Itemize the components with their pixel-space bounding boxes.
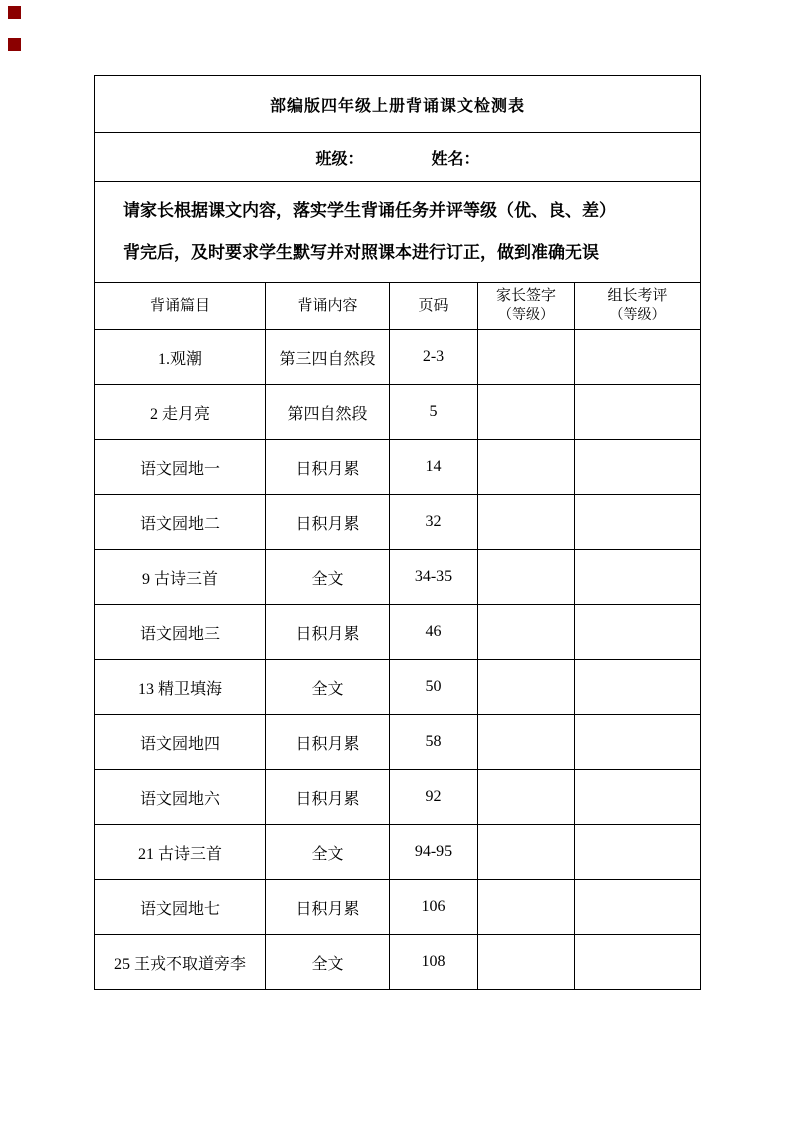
cell-content: 日积月累 xyxy=(266,440,390,495)
table-row xyxy=(95,550,701,605)
cell-leader-eval xyxy=(575,550,701,605)
cell-leader-eval xyxy=(575,880,701,935)
class-label: 班级： xyxy=(315,150,364,168)
cell-leader-eval xyxy=(575,715,701,770)
header-recitation-item: 背诵篇目 xyxy=(95,283,266,330)
note-line-1: 请家长根据课文内容，落实学生背诵任务并评等级（优、良、差） xyxy=(123,201,616,220)
red-square-marker xyxy=(8,38,21,51)
cell-leader-eval xyxy=(575,935,701,990)
cell-page: 108 xyxy=(390,935,478,990)
cell-leader-eval xyxy=(575,495,701,550)
cell-title: 语文园地六 xyxy=(95,770,266,825)
cell-parent-sign xyxy=(478,550,575,605)
cell-title: 21 古诗三首 xyxy=(95,825,266,880)
cell-content: 第四自然段 xyxy=(266,385,390,440)
cell-page: 58 xyxy=(390,715,478,770)
table-row xyxy=(95,715,701,770)
cell-parent-sign xyxy=(478,495,575,550)
cell-title: 语文园地三 xyxy=(95,605,266,660)
note-row xyxy=(95,182,701,283)
table-row xyxy=(95,880,701,935)
cell-page: 14 xyxy=(390,440,478,495)
note-line-2: 背完后，及时要求学生默写并对照课本进行订正，做到准确无误 xyxy=(123,243,599,262)
cell-content: 日积月累 xyxy=(266,605,390,660)
table-row xyxy=(95,385,701,440)
cell-parent-sign xyxy=(478,935,575,990)
cell-content: 第三四自然段 xyxy=(266,330,390,385)
header-recitation-content: 背诵内容 xyxy=(266,283,390,330)
table-row xyxy=(95,495,701,550)
cell-page: 32 xyxy=(390,495,478,550)
cell-content: 日积月累 xyxy=(266,880,390,935)
recitation-check-table xyxy=(94,75,701,990)
cell-parent-sign xyxy=(478,440,575,495)
cell-page: 46 xyxy=(390,605,478,660)
table-row xyxy=(95,935,701,990)
cell-leader-eval xyxy=(575,385,701,440)
cell-parent-sign xyxy=(478,715,575,770)
header-leader-evaluation: 组长考评 （等级） xyxy=(575,283,701,330)
class-name-row xyxy=(95,133,701,182)
table-row xyxy=(95,770,701,825)
cell-parent-sign xyxy=(478,880,575,935)
cell-parent-sign xyxy=(478,330,575,385)
cell-page: 94-95 xyxy=(390,825,478,880)
cell-page: 34-35 xyxy=(390,550,478,605)
class-name-cell xyxy=(95,133,701,182)
cell-leader-eval xyxy=(575,770,701,825)
cell-title: 语文园地四 xyxy=(95,715,266,770)
cell-page: 92 xyxy=(390,770,478,825)
table-row xyxy=(95,605,701,660)
cell-title: 9 古诗三首 xyxy=(95,550,266,605)
table-row xyxy=(95,660,701,715)
cell-content: 日积月累 xyxy=(266,715,390,770)
cell-parent-sign xyxy=(478,660,575,715)
cell-title: 13 精卫填海 xyxy=(95,660,266,715)
red-square-marker xyxy=(8,6,21,19)
header-page-number: 页码 xyxy=(390,283,478,330)
table-header-row xyxy=(95,283,701,330)
cell-content: 全文 xyxy=(266,550,390,605)
cell-leader-eval xyxy=(575,825,701,880)
cell-parent-sign xyxy=(478,825,575,880)
cell-page: 106 xyxy=(390,880,478,935)
doc-title: 部编版四年级上册背诵课文检测表 xyxy=(95,76,701,133)
cell-title: 语文园地七 xyxy=(95,880,266,935)
cell-leader-eval xyxy=(575,440,701,495)
cell-page: 50 xyxy=(390,660,478,715)
cell-title: 语文园地一 xyxy=(95,440,266,495)
cell-title: 2 走月亮 xyxy=(95,385,266,440)
cell-page: 5 xyxy=(390,385,478,440)
name-label: 姓名： xyxy=(431,150,480,168)
cell-content: 日积月累 xyxy=(266,770,390,825)
cell-leader-eval xyxy=(575,660,701,715)
cell-content: 全文 xyxy=(266,660,390,715)
cell-page: 2-3 xyxy=(390,330,478,385)
cell-title: 25 王戎不取道旁李 xyxy=(95,935,266,990)
cell-parent-sign xyxy=(478,770,575,825)
cell-content: 全文 xyxy=(266,935,390,990)
cell-title: 语文园地二 xyxy=(95,495,266,550)
table-row xyxy=(95,825,701,880)
cell-content: 日积月累 xyxy=(266,495,390,550)
cell-title: 1.观潮 xyxy=(95,330,266,385)
table-row xyxy=(95,440,701,495)
cell-parent-sign xyxy=(478,385,575,440)
header-parent-signature: 家长签字 （等级） xyxy=(478,283,575,330)
cell-parent-sign xyxy=(478,605,575,660)
title-row xyxy=(95,76,701,133)
cell-leader-eval xyxy=(575,605,701,660)
cell-leader-eval xyxy=(575,330,701,385)
table-row xyxy=(95,330,701,385)
cell-content: 全文 xyxy=(266,825,390,880)
note-cell xyxy=(95,182,701,283)
